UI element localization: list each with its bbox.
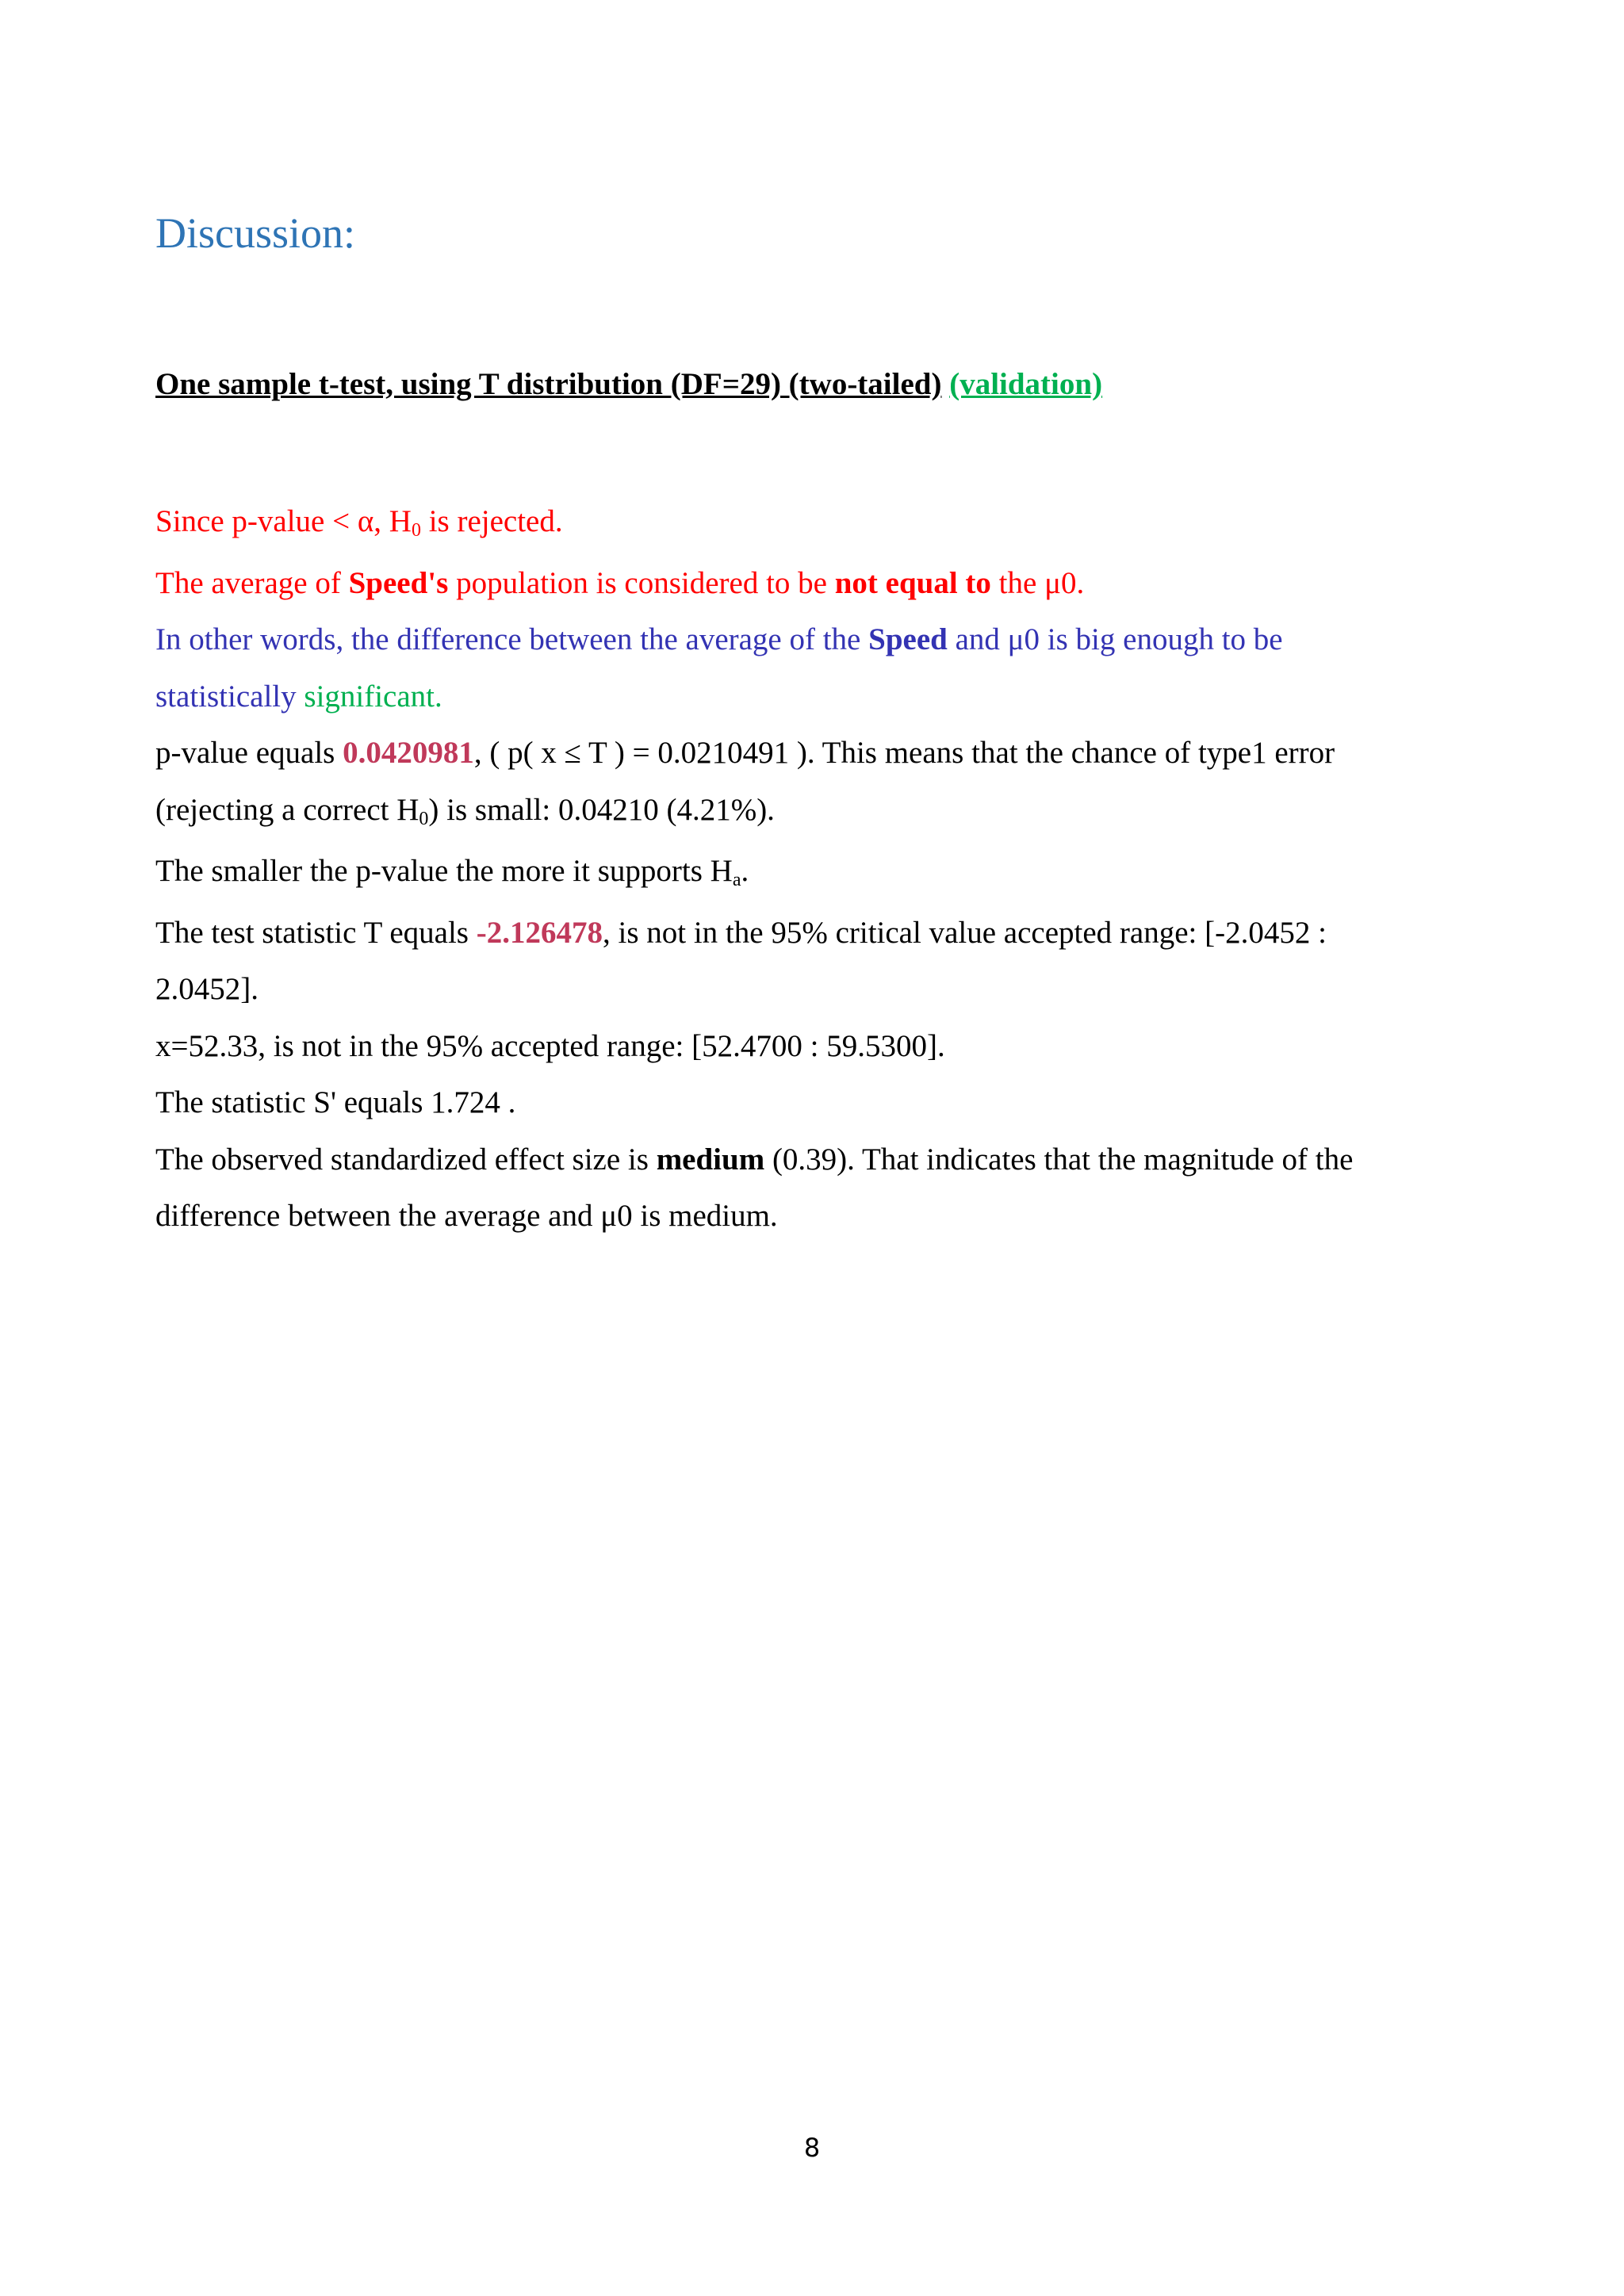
line-s-prime xyxy=(155,1074,1456,1131)
effect-size-label: medium xyxy=(656,1142,765,1177)
text: 2.0452]. xyxy=(155,972,259,1006)
t-statistic: -2.126478 xyxy=(476,915,603,950)
text: the μ0. xyxy=(990,565,1085,600)
line-effect-size xyxy=(155,1131,1456,1188)
line-effect-conclusion xyxy=(155,1188,1456,1245)
line-hypothesis-result xyxy=(155,493,1456,555)
text: , ( p( x ≤ T ) = 0.0210491 ). This means that the chance of type1 error xyxy=(473,736,1335,770)
line-accepted-range xyxy=(155,1018,1456,1075)
variable-name: Speed's xyxy=(348,565,449,600)
variable-name: Speed xyxy=(868,622,948,656)
subscript: 0 xyxy=(419,808,429,829)
text: x=52.33, is not in the 95% accepted range: [52.4700 : 59.5300]. xyxy=(155,1028,945,1063)
text: The test statistic T equals xyxy=(155,915,477,950)
test-title-main: One sample t-test, using T distribution (DF=29) (two-tailed) xyxy=(155,367,942,401)
text: difference between the average and μ0 is medium. xyxy=(155,1199,778,1233)
section-heading: Discussion: xyxy=(155,209,356,257)
test-title-space xyxy=(941,367,949,401)
line-average-conclusion xyxy=(155,555,1456,612)
line-other-words xyxy=(155,611,1456,668)
text: is rejected. xyxy=(420,504,563,538)
text: ) is small: 0.04210 (4.21%). xyxy=(428,792,775,827)
text: The average of xyxy=(155,565,349,600)
discussion-body xyxy=(155,493,1456,1245)
line-test-statistic xyxy=(155,905,1456,962)
text: In other words, the difference between the average of the xyxy=(155,622,869,656)
text: population is considered to be xyxy=(448,565,835,600)
text: p-value equals xyxy=(155,736,343,770)
text: and μ0 is big enough to be xyxy=(947,622,1283,656)
text: Since p-value < α, H xyxy=(155,504,412,538)
test-title xyxy=(155,366,1102,404)
text: . xyxy=(741,854,749,888)
page-number: 8 xyxy=(803,2133,821,2163)
subscript: 0 xyxy=(411,520,421,541)
line-type1-error xyxy=(155,782,1456,844)
line-p-value xyxy=(155,725,1456,782)
text: , is not in the 95% critical value accepted range: [-2.0452 : xyxy=(603,915,1327,950)
line-p-value-support xyxy=(155,843,1456,905)
subscript: a xyxy=(732,870,741,890)
test-title-tag: (validation) xyxy=(949,367,1103,401)
text: The observed standardized effect size is xyxy=(155,1142,657,1177)
text: The smaller the p-value the more it supports H xyxy=(155,854,733,888)
p-value: 0.0420981 xyxy=(343,736,474,770)
text: statistically xyxy=(155,679,304,714)
significance-word: significant. xyxy=(304,679,442,714)
emphasis: not equal to xyxy=(834,565,991,600)
line-significance xyxy=(155,668,1456,725)
line-critical-range-end xyxy=(155,961,1456,1018)
text: (0.39). That indicates that the magnitude of the xyxy=(764,1142,1354,1177)
text: The statistic S' equals 1.724 . xyxy=(155,1085,516,1119)
text: (rejecting a correct H xyxy=(155,792,419,827)
